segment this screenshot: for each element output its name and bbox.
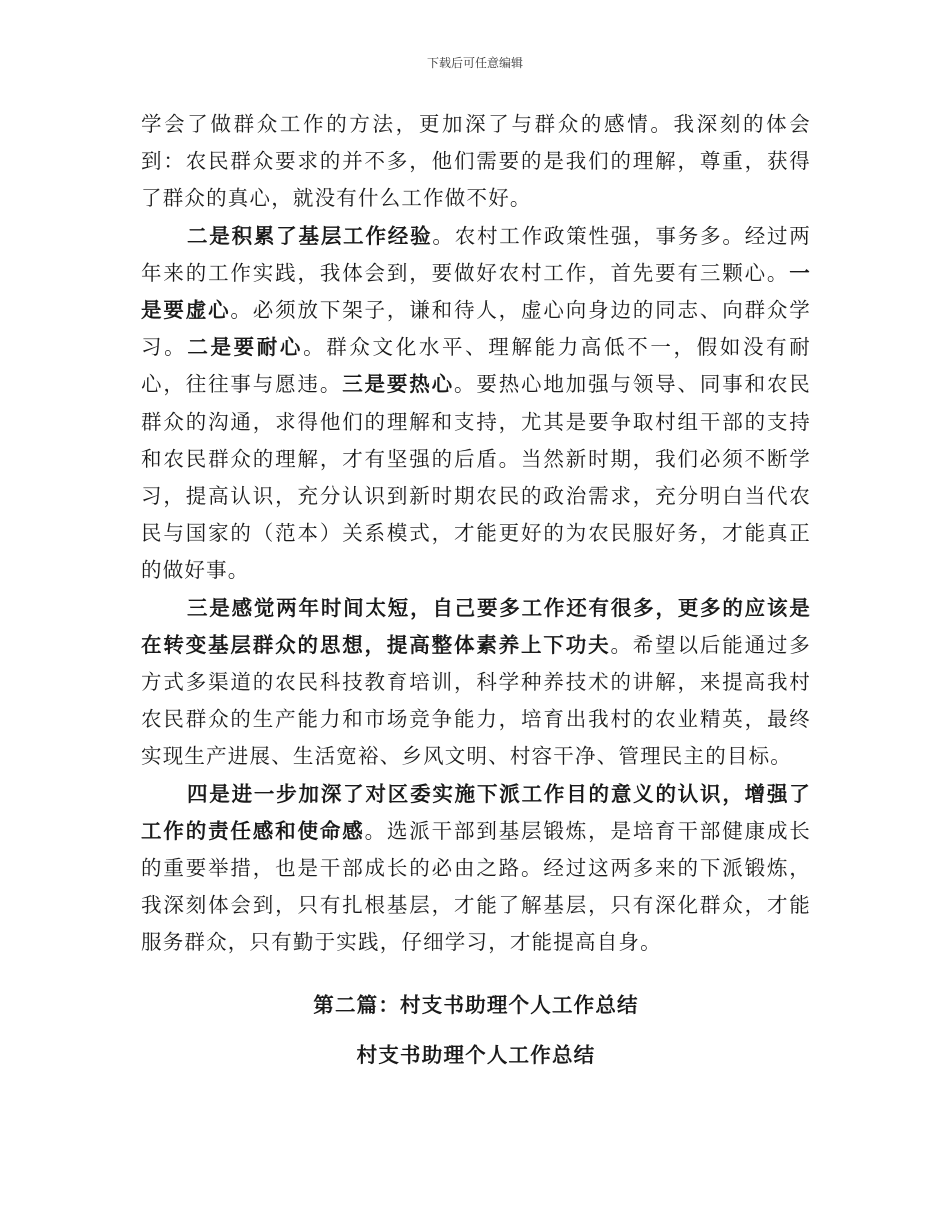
paragraph-understanding [141, 776, 811, 962]
paragraph-time-short [141, 590, 811, 776]
paragraph-text: 。必须放下架子，谦和待人，虚心向身边的同志、向群众学习。 [141, 298, 811, 360]
paragraph-text: 。农村工作政策性强，事务多。经过两年来的工作实践，我体会到，要做好农村工作，首先要有三颗心。 [141, 223, 812, 285]
bold-heading: 一是要虚心 [141, 260, 811, 323]
paragraph-continuation [141, 106, 811, 218]
section-title: 第二篇：村支书助理个人工作总结 [313, 992, 639, 1017]
paragraph-experience [141, 218, 811, 590]
bold-heading: 三是感觉两年时间太短，自己要多工作还有很多，更多的应该是在转变基层群众的思想，提高整体素养上下功夫 [141, 595, 811, 657]
bold-heading: 二是积累了基层工作经验 [187, 223, 433, 248]
paragraph-text: 学会了做群众工作的方法，更加深了与群众的感情。我深刻的体会到：农民群众要求的并不多，他们需要的是我们的理解，尊重，获得了群众的真心，就没有什么工作做不好。 [141, 112, 811, 211]
bold-heading: 二是要耐心 [187, 335, 304, 360]
paragraph-text: 。选派干部到基层锻炼，是培育干部健康成长的重要举措，也是干部成长的必由之路。经过这两多来的下派锻炼，我深刻体会到，只有扎根基层，才能了解基层，只有深化群众，才能服务群众，只有勤于实践，仔细学习，才能提高自身。 [141, 818, 812, 955]
paragraph-text: 。希望以后能通过多方式多渠道的农民科技教育培训，科学种养技术的讲解，来提高我村农民群众的生产能力和市场竞争能力，培育出我村的农业精英，最终实现生产进展、生活宽裕、乡风文明、村容干净、管理民主的目标。 [141, 632, 811, 769]
document-body [141, 106, 811, 1068]
paragraph-text: 。群众文化水平、理解能力高低不一，假如没有耐心，往往事与愿违。 [141, 335, 811, 397]
bold-heading: 四是进一步加深了对区委实施下派工作目的意义的认识，增强了工作的责任感和使命感 [141, 781, 811, 843]
bold-heading: 三是要热心 [342, 372, 454, 397]
section-subtitle: 村支书助理个人工作总结 [356, 1042, 596, 1067]
page-header: 下载后可任意编辑 [426, 56, 523, 70]
paragraph-text: 。要热心地加强与领导、同事和农民群众的沟通，求得他们的理解和支持，尤其是要争取村组干部的支持和农民群众的理解，才有坚强的后盾。当然新时期，我们必须不断学习，提高认识，充分认识到新时期农民的政治需求，充分明白当代农民与国家的（范本）关系模式，才能更好的为农民服好务，才能真正的做好事。 [141, 372, 812, 583]
